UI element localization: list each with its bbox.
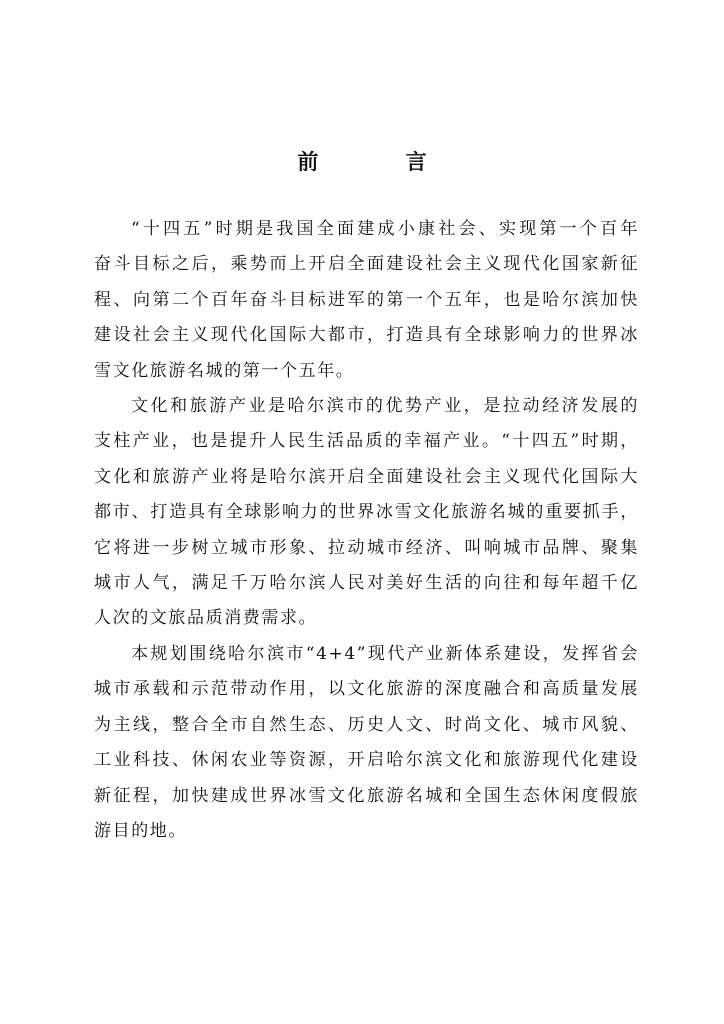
text-line: 本规划围绕哈尔滨市“4+4”现代产业新体系建设，发挥省会 — [131, 643, 639, 664]
paragraph-2 — [94, 389, 639, 637]
text-line: 雪文化旅游名城的第一个五年。 — [94, 360, 355, 381]
text-line: 都市、打造具有全球影响力的世界冰雪文化旅游名城的重要抓手， — [94, 502, 639, 523]
text-line: 工业科技、休闲农业等资源，开启哈尔滨文化和旅游现代化建设 — [94, 750, 639, 771]
text-line: 城市承载和示范带动作用，以文化旅游的深度融合和高质量发展 — [94, 679, 639, 700]
text-line: 人次的文旅品质消费需求。 — [94, 608, 318, 629]
text-line: “十四五”时期是我国全面建成小康社会、实现第一个百年 — [131, 219, 639, 239]
text-line: 奋斗目标之后，乘势而上开启全面建设社会主义现代化国家新征 — [94, 254, 639, 275]
text-line: 程、向第二个百年奋斗目标进军的第一个五年，也是哈尔滨加快 — [94, 289, 639, 310]
page-title: 前 言 — [297, 149, 467, 174]
text-line: 游目的地。 — [94, 820, 187, 841]
text-line: 它将进一步树立城市形象、拉动城市经济、叫响城市品牌、聚集 — [94, 537, 639, 558]
text-line: 文化和旅游产业是哈尔滨市的优势产业，是拉动经济发展的 — [131, 396, 639, 417]
text-line: 为主线，整合全市自然生态、历史人文、时尚文化、城市风貌、 — [94, 714, 639, 735]
preface-body — [94, 212, 639, 849]
text-line: 文化和旅游产业将是哈尔滨开启全面建设社会主义现代化国际大 — [94, 466, 639, 487]
paragraph-1 — [94, 212, 639, 389]
text-line: 新征程，加快建成世界冰雪文化旅游名城和全国生态休闲度假旅 — [94, 785, 639, 806]
text-line: 城市人气，满足千万哈尔滨人民对美好生活的向往和每年超千亿 — [94, 573, 639, 594]
paragraph-3 — [94, 637, 639, 849]
text-line: 建设社会主义现代化国际大都市，打造具有全球影响力的世界冰 — [94, 325, 639, 346]
text-line: 支柱产业，也是提升人民生活品质的幸福产业。“十四五”时期， — [94, 431, 639, 452]
